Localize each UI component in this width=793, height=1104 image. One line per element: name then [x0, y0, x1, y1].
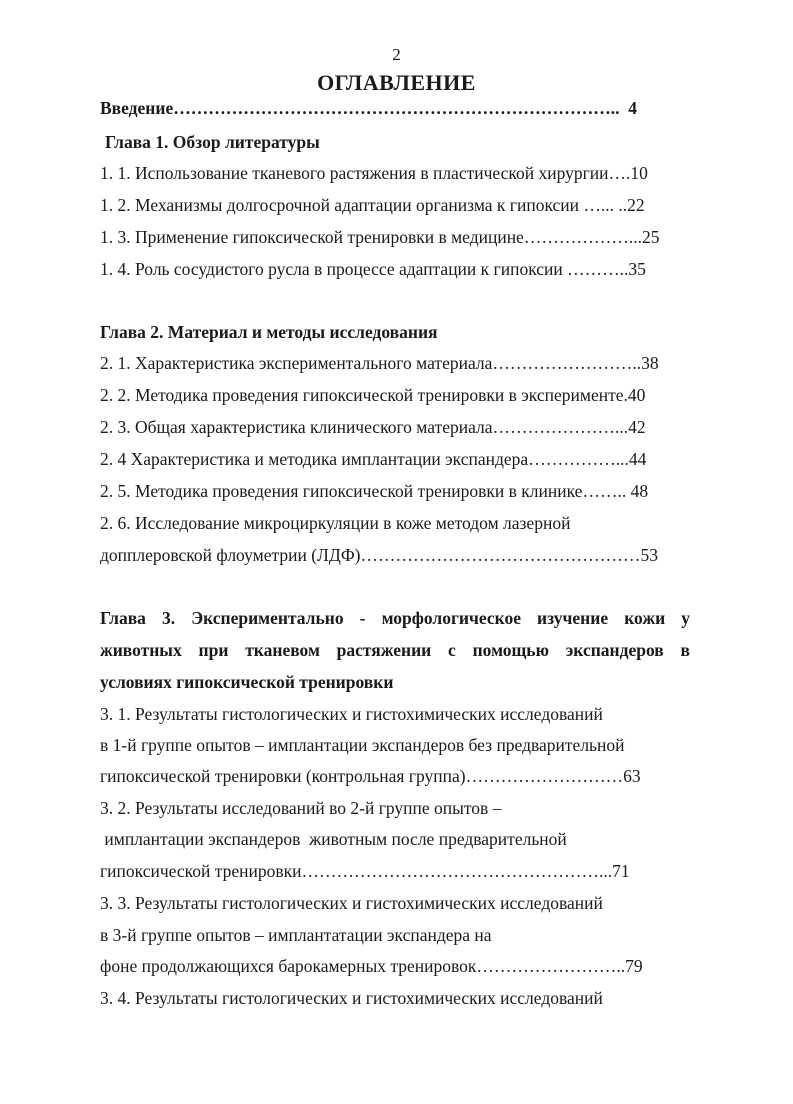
toc-entry: 3. 4. Результаты гистологических и гистохимических исследований — [100, 988, 603, 1008]
chapter-3-heading-line: условиях гипоксической тренировки — [100, 672, 394, 692]
toc-entry: 2. 5. Методика проведения гипоксической тренировки в клинике…….. 48 — [100, 481, 649, 501]
toc-entry: 3. 1. Результаты гистологических и гистохимических исследований — [100, 704, 603, 724]
toc-entry: 2. 2. Методика проведения гипоксической тренировки в эксперименте.40 — [100, 385, 646, 405]
toc-entry: 2. 4 Характеристика и методика имплантации экспандера……………...44 — [100, 449, 647, 469]
chapter-3-heading-line: Глава 3. Экспериментально - морфологическое изучение кожи у — [100, 608, 690, 628]
toc-entry: гипоксической тренировки……………………………………………...71 — [100, 861, 630, 881]
toc-entry: в 1-й группе опытов – имплантации экспандеров без предварительной — [100, 735, 625, 755]
toc-entry: гипоксической тренировки (контрольная группа)………………………63 — [100, 766, 641, 786]
toc-entry: 2. 3. Общая характеристика клинического материала…………………...42 — [100, 417, 646, 437]
toc-entry: имплантации экспандеров животным после предварительной — [100, 829, 567, 849]
toc-entry: в 3-й группе опытов – имплантатации экспандера на — [100, 925, 492, 945]
toc-entry: 1. 2. Механизмы долгосрочной адаптации организма к гипоксии …... ..22 — [100, 195, 645, 215]
chapter-3-heading-line: животных при тканевом растяжении с помощью экспандеров в — [100, 640, 690, 660]
toc-entry: 1. 1. Использование тканевого растяжения в пластической хирургии….10 — [100, 163, 648, 183]
toc-entry: 2. 1. Характеристика экспериментального материала……………………..38 — [100, 353, 659, 373]
toc-intro: Введение………………………………………………………………….. 4 — [100, 98, 637, 118]
toc-entry: 1. 3. Применение гипоксической тренировки в медицине………………...25 — [100, 227, 660, 247]
page-title: ОГЛАВЛЕНИЕ — [317, 70, 476, 95]
toc-entry: допплеровской флоуметрии (ЛДФ)…………………………………………53 — [100, 545, 659, 565]
page-number: 2 — [392, 45, 401, 64]
toc-entry: 1. 4. Роль сосудистого русла в процессе адаптации к гипоксии ………..35 — [100, 259, 646, 279]
chapter-2-heading: Глава 2. Материал и методы исследования — [100, 322, 438, 342]
toc-entry: фоне продолжающихся барокамерных тренировок……………………..79 — [100, 956, 643, 976]
toc-entry: 3. 2. Результаты исследований во 2-й группе опытов – — [100, 798, 502, 818]
toc-entry: 2. 6. Исследование микроциркуляции в коже методом лазерной — [100, 513, 571, 533]
toc-entry: 3. 3. Результаты гистологических и гистохимических исследований — [100, 893, 603, 913]
chapter-1-heading: Глава 1. Обзор литературы — [105, 132, 320, 152]
